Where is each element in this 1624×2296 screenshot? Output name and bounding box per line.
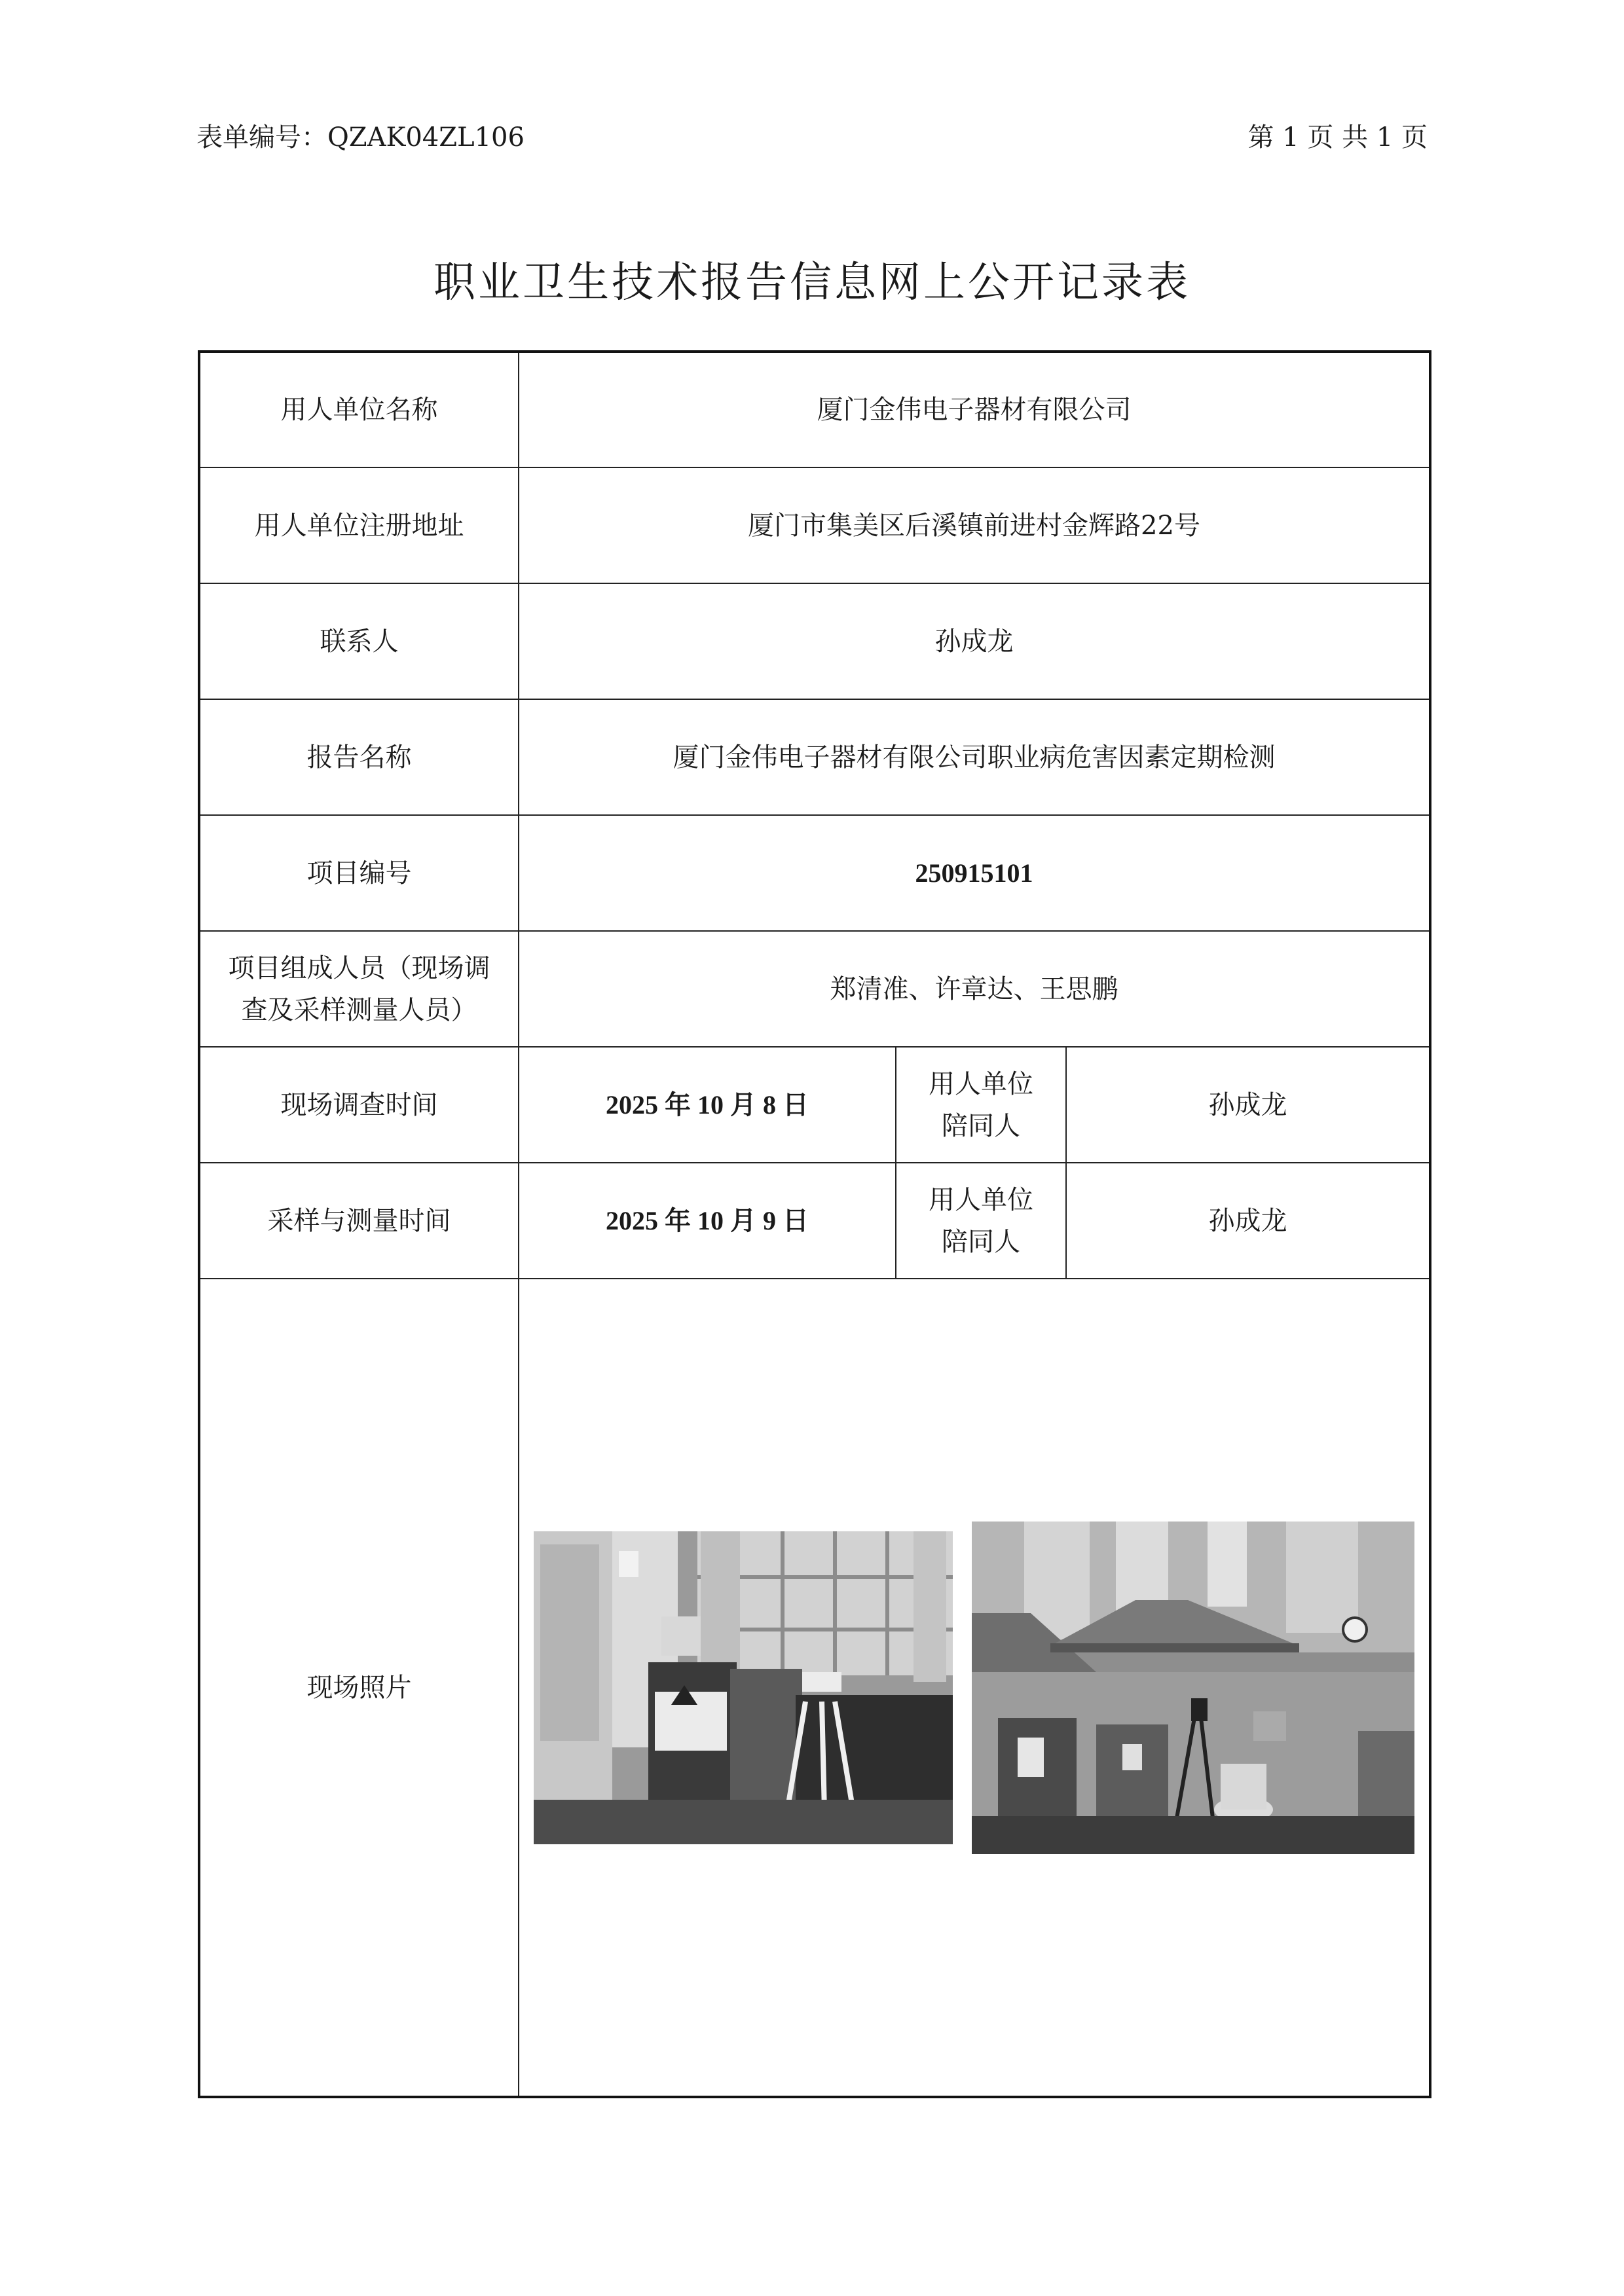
site-photos-cell <box>519 1279 1430 2097</box>
table-row <box>199 1047 1430 1163</box>
sampling-escort-label: 用人单位陪同人 <box>896 1163 1066 1279</box>
table-row <box>199 467 1430 583</box>
survey-time-label: 现场调查时间 <box>199 1047 519 1163</box>
report-name-value: 厦门金伟电子器材有限公司职业病危害因素定期检测 <box>519 699 1430 815</box>
employer-name-label: 用人单位名称 <box>199 352 519 467</box>
form-number: 表单编号：QZAK04ZL106 <box>196 122 525 153</box>
sampling-time-label: 采样与测量时间 <box>199 1163 519 1279</box>
table-row <box>199 699 1430 815</box>
members-label: 项目组成人员（现场调查及采样测量人员） <box>199 931 519 1047</box>
contact-label: 联系人 <box>199 583 519 699</box>
table-row <box>199 1163 1430 1279</box>
table-row <box>199 931 1430 1047</box>
contact-value: 孙成龙 <box>519 583 1430 699</box>
address-value: 厦门市集美区后溪镇前进村金辉路22号 <box>519 467 1430 583</box>
table-row <box>199 352 1430 467</box>
project-no-label: 项目编号 <box>199 815 519 931</box>
page-info: 第 1 页 共 1 页 <box>1247 122 1428 153</box>
employer-name-value: 厦门金伟电子器材有限公司 <box>519 352 1430 467</box>
sampling-time-value: 2025 年 10 月 9 日 <box>519 1163 896 1279</box>
members-value: 郑清准、许章达、王思鹏 <box>519 931 1430 1047</box>
sampling-escort-value: 孙成龙 <box>1066 1163 1430 1279</box>
table-row <box>199 583 1430 699</box>
site-photos-label: 现场照片 <box>199 1279 519 2097</box>
project-no-value: 250915101 <box>519 815 1430 931</box>
survey-escort-label: 用人单位陪同人 <box>896 1047 1066 1163</box>
report-name-label: 报告名称 <box>199 699 519 815</box>
table-row <box>199 815 1430 931</box>
site-photo-2 <box>972 1522 1414 1854</box>
survey-escort-value: 孙成龙 <box>1066 1047 1430 1163</box>
address-label: 用人单位注册地址 <box>199 467 519 583</box>
table-row <box>199 1279 1430 2097</box>
page-title: 职业卫生技术报告信息网上公开记录表 <box>434 259 1190 307</box>
record-table <box>198 350 1431 2098</box>
survey-time-value: 2025 年 10 月 8 日 <box>519 1047 896 1163</box>
site-photo-1 <box>534 1531 953 1844</box>
